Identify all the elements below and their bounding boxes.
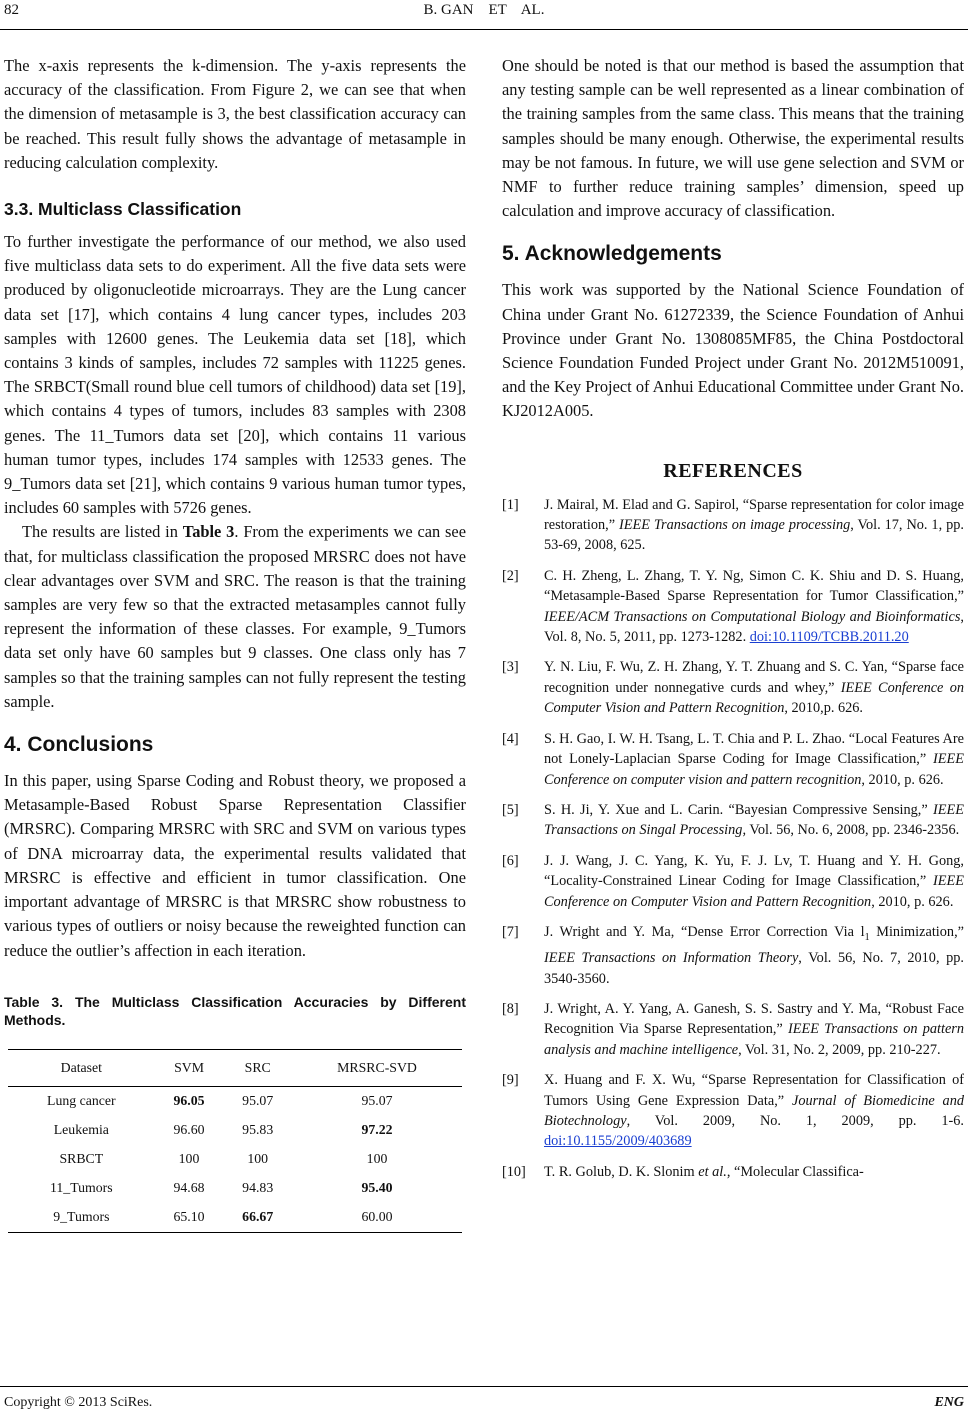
section-heading-conclusions: 4. Conclusions xyxy=(4,733,154,757)
table-cell: Leukemia xyxy=(53,1122,109,1138)
col-header-dataset: Dataset xyxy=(60,1059,103,1075)
reference-number: [6] xyxy=(502,852,519,869)
table-cell: 95.07 xyxy=(242,1093,274,1109)
reference-item xyxy=(502,657,964,718)
header-rule xyxy=(0,29,968,30)
conclusions-paragraph: In this paper, using Sparse Coding and Robust theory, we proposed a Metasample-Based Robust Sparse Representation Classifier (MRSRC). Comparing MRSRC with SRC and SVM on various types of DNA microarray data, the experimental results validated that MRSRC is effective and efficient in tumor classification. One important advantage of MRSRC is that MRSRC show robustness to various types of outliers or noisy because the reweighted function can reduce the outlier’s affection in each iteration. xyxy=(4,771,466,960)
reference-number: [2] xyxy=(502,567,519,584)
col-header-src: SRC xyxy=(244,1059,271,1075)
section-heading-acknowledgements: 5. Acknowledgements xyxy=(502,242,722,266)
right-column xyxy=(502,54,964,1192)
results-table xyxy=(8,1049,462,1233)
reference-item xyxy=(502,800,964,841)
running-title: B. GAN ET AL. xyxy=(423,2,545,18)
table-3-reference[interactable]: Table 3 xyxy=(182,522,235,542)
table-cell: 100 xyxy=(366,1151,388,1167)
doi-link[interactable]: doi:10.1109/TCBB.2011.20 xyxy=(749,629,909,646)
table-row xyxy=(8,1086,462,1116)
table-cell: 100 xyxy=(178,1151,200,1167)
journal-abbreviation: ENG xyxy=(934,1395,964,1410)
reference-item xyxy=(502,851,964,912)
reference-number: [7] xyxy=(502,923,519,940)
page-header xyxy=(0,0,968,30)
footer-rule xyxy=(0,1386,968,1387)
doi-link[interactable]: doi:10.1155/2009/403689 xyxy=(544,1133,692,1150)
table-cell: 95.07 xyxy=(361,1093,393,1109)
table-cell: 96.60 xyxy=(173,1122,205,1138)
multiclass-paragraph-2: The results are listed in Table 3. From the experiments we can see that, for multiclass classification the proposed MRSRC does not have clear advantages over SVM and SRC. The reason is that the training samples are very few so that the extracted metasamples cannot fully represent the information of these classes. For example, 9_Tumors data set only have 60 samples but 9 classes. One class only has 7 samples so that the training samples can not fully represent the testing sample. xyxy=(4,522,466,711)
reference-item xyxy=(502,999,964,1060)
copyright-notice: Copyright © 2013 SciRes. xyxy=(4,1395,153,1410)
reference-text: S. H. Gao, I. W. H. Tsang, L. T. Chia and P. L. Zhao. “Local Features Are not Lonely-Laplacian Sparse Coding for Image Classification,” IEEE Conference on computer vision and pattern recognition, 2010, p. 626. xyxy=(544,730,964,788)
reference-number: [9] xyxy=(502,1072,519,1089)
reference-text: J. J. Wang, J. C. Yang, K. Yu, F. J. Lv, T. Huang and Y. H. Gong, “Locality-Constrained Linear Coding for Image Classification,” IEEE Conference on Computer Vision and Pattern Recognition, 2010, p. 626. xyxy=(544,852,964,910)
table-cell: 95.40 xyxy=(361,1180,393,1196)
reference-item xyxy=(502,922,964,989)
table-cell: 97.22 xyxy=(361,1122,393,1138)
acknowledgements-paragraph: This work was supported by the National Science Foundation of China under Grant No. 61272339, the Science Foundation of Anhui Province under Grant No. 1308085MF85, the China Postdoctoral Science Foundation Funded Project under Grant No. 2012M510091, and the Key Project of Anhui Educational Committee under Grant No. KJ2012A005. xyxy=(502,280,965,421)
reference-number: [1] xyxy=(502,496,519,513)
table-cell: 94.83 xyxy=(242,1180,274,1196)
table-cell: 11_Tumors xyxy=(50,1180,113,1196)
table-cell: 95.83 xyxy=(242,1122,274,1138)
reference-item xyxy=(502,566,964,648)
table-cell: 65.10 xyxy=(173,1209,205,1225)
table-cell: SRBCT xyxy=(59,1151,104,1167)
reference-text: J. Mairal, M. Elad and G. Sapirol, “Sparse representation for color image restoration,” IEEE Transactions on image processing, Vol. 17, No. 1, pp. 53-69, 2008, 625. xyxy=(544,496,964,554)
reference-text: Y. N. Liu, F. Wu, Z. H. Zhang, Y. T. Zhuang and S. C. Yan, “Sparse face recognition under nonnegative curds and whey,” IEEE Conference on Computer Vision and Pattern Recognition, 2010,p. 626. xyxy=(544,659,964,717)
table-row xyxy=(8,1203,462,1233)
reference-text: T. R. Golub, D. K. Slonim et al., “Molecular Classifica- xyxy=(544,1163,864,1180)
page-number: 82 xyxy=(4,2,19,18)
col-header-svm: SVM xyxy=(174,1059,204,1075)
left-column xyxy=(4,54,466,1233)
reference-text: J. Wright and Y. Ma, “Dense Error Correction Via $l_1$ Minimization,” IEEE Transactions on Information Theory, Vol. 56, No. 7, 2010, pp. 3540-3560. xyxy=(544,923,964,987)
reference-text: J. Wright, A. Y. Yang, A. Ganesh, S. S. Sastry and Y. Ma, “Robust Face Recognition Via Sparse Representation,” IEEE Transactions on pattern analysis and machine intelligence, Vol. 31, No. 2, 2009, pp. 210-227. xyxy=(544,1001,965,1058)
multiclass-paragraph-1: To further investigate the performance of our method, we also used five multiclass data sets to do experiment. All the five data sets were produced by oligonucleotide microarrays. They are the Lung cancer data set [17], which contains 4 lung cancer types, includes 203 samples with 12600 genes. The Leukemia data set [18], which contains 3 kinds of samples, includes 72 samples with 11225 genes. The SRBCT(Small round blue cell tumors of childhood) data set [19], which contains 4 types of tumors, includes 83 samples with 2308 genes. The 11_Tumors data set [20], which contains 11 various human tumor types, includes 174 samples with 12533 genes. The 9_Tumors data set [21], which contains 9 various human tumor types, includes 60 samples with 5726 genes. xyxy=(4,232,466,518)
table-cell: 96.05 xyxy=(173,1093,205,1109)
reference-item xyxy=(502,1070,964,1152)
reference-item xyxy=(502,495,964,556)
reference-number: [5] xyxy=(502,801,519,818)
table-caption: Table 3. The Multiclass Classification Accuracies by Different Methods. xyxy=(4,993,466,1028)
table-cell: 9_Tumors xyxy=(53,1209,110,1225)
section-heading-3-3: 3.3. Multiclass Classification xyxy=(4,199,242,220)
references-heading: REFERENCES xyxy=(663,459,803,482)
reference-item xyxy=(502,1162,964,1182)
table-cell: 60.00 xyxy=(361,1209,393,1225)
table-header-row xyxy=(8,1049,462,1086)
col-header-mrsrc-svd: MRSRC-SVD xyxy=(337,1059,417,1075)
table-cell: 100 xyxy=(247,1151,269,1167)
reference-item xyxy=(502,729,964,790)
table-cell: 66.67 xyxy=(242,1209,274,1225)
method-note-paragraph: One should be noted is that our method is based the assumption that any testing sample can be well represented as a linear combination of the training samples from the same class. This means that the training samples should be many enough. Otherwise, the experimental results may be not famous. In future, we will use gene selection and SVM or NMF to further reduce training samples’ dimension, speed up calculation and improve accuracy of classification. xyxy=(502,56,964,221)
reference-text: X. Huang and F. X. Wu, “Sparse Representation for Classification of Tumors Using Gene Expression Data,” Journal of Biomedicine and Biotechnology, Vol. 2009, No. 1, 2009, pp. 1-6. doi:10.1155/2009/403689 xyxy=(544,1072,964,1150)
table-cell: Lung cancer xyxy=(47,1093,116,1109)
table-row xyxy=(8,1116,462,1145)
reference-number: [4] xyxy=(502,730,519,747)
table-row xyxy=(8,1145,462,1174)
table-cell: 94.68 xyxy=(173,1180,205,1196)
reference-number: [10] xyxy=(502,1163,526,1180)
reference-number: [8] xyxy=(502,1001,519,1018)
reference-number: [3] xyxy=(502,659,519,676)
reference-text: C. H. Zheng, L. Zhang, T. Y. Ng, Simon C. K. Shiu and D. S. Huang, “Metasample-Based Sparse Representation for Tumor Classification,” IEEE/ACM Transactions on Computational Biology and Bioinformatics, Vol. 8, No. 5, 2011, pp. 1273-1282. doi:10.1109/TCBB.2011.20 xyxy=(544,567,964,646)
intro-paragraph: The x-axis represents the k-dimension. The y-axis represents the accuracy of the classification. From Figure 2, we can see that when the dimension of metasample is 3, the best classification accuracy can be reached. This result fully shows the advantage of metasample in reducing calculation complexity. xyxy=(4,56,466,172)
reference-text: S. H. Ji, Y. Xue and L. Carin. “Bayesian Compressive Sensing,” IEEE Transactions on Singal Processing, Vol. 56, No. 6, 2008, pp. 2346-2356. xyxy=(544,801,964,839)
table-row xyxy=(8,1174,462,1203)
